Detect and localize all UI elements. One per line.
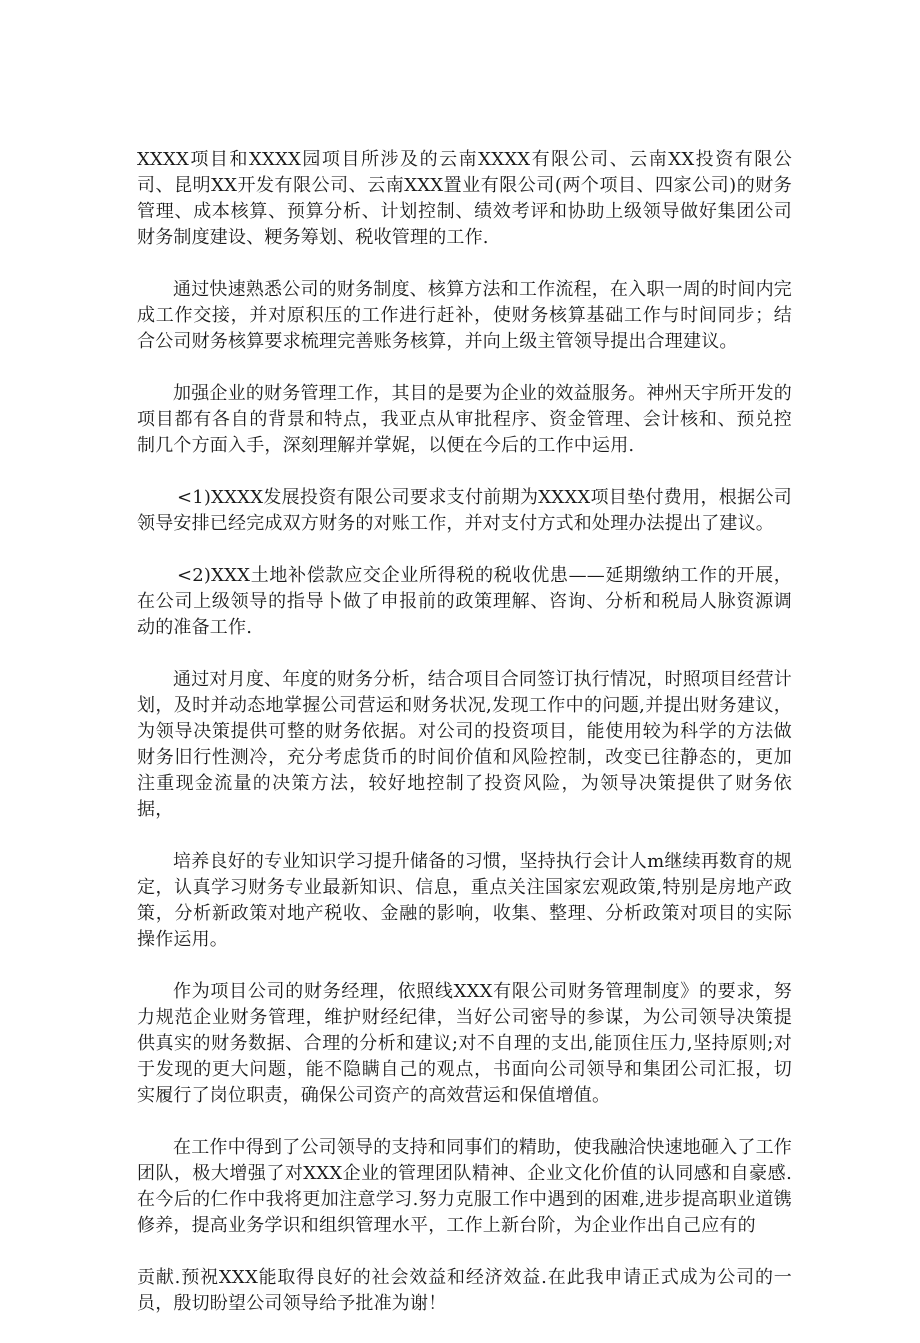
paragraph-manager-duties: 作为项目公司的财务经理，依照线XXX有限公司财务管理制度》的要求，努力规范企业财务管理，维护财经纪律，当好公司密导的参谋，为公司领导决策提供真实的财务数据、合理的分析和建议;对不自理的支出,能顶住压力,坚持原则;对于发现的更大问题，能不隐瞒自己的观点，书面向公司领导和集团公司汇报，切实履行了岗位职责，确保公司资产的高效营运和保值增值。: [137, 981, 792, 1106]
document-body: [137, 147, 792, 1343]
paragraph-teamwork: 在工作中得到了公司领导的支持和同事们的精助，使我融洽快速地砸入了工作团队，极大增强了对XXX企业的管理团队精神、企业文化价值的认同感和自豪感.在今后的仁作中我将更加注意学习.努力克服工作中遇到的困难,进步提高职业道镌修养，提高业务学识和组织管理水平，工作上新台阶，为企业作出自己应有的: [137, 1137, 792, 1236]
paragraph-financial-management: 加强企业的财务管理工作，其目的是要为企业的效益服务。神州天宇所开发的项目都有各自的背景和特点，我亚点从审批程序、资金管理、会计核和、预兑控制几个方面入手，深刻理解并掌娓，以便在今后的工作中运用.: [137, 383, 792, 456]
paragraph-item-1: <1)XXXX发展投资有限公司要求支付前期为XXXX项目垫付费用，根据公司领导安排已经完成双方财务的对账工作，并对支付方式和处理办法提出了建议。: [137, 487, 792, 534]
paragraph-learning: 培养良好的专业知识学习提升储备的习惯，坚持执行会计人m继续再数育的规定，认真学习财务专业最新知识、信息，重点关注国家宏观政策,特别是房地产政策，分析新政策对地产税收、金融的影响，收集、整理、分析政策对项目的实际操作运用。: [137, 851, 792, 950]
paragraph-financial-analysis: 通过对月度、年度的财务分析，结合项目合同签订执行情况，时照项目经营计划，及时并动态地掌握公司营运和财务状况,发现工作中的问题,并提出财务建议，为领导决策提供可整的财务依据。对公司的投资项目，能使用较为科学的方法做财务旧行性测冷，充分考虑货币的时间价值和风险控制，改变已往静态的，更加注重现金流量的决策方法，较好地控制了投资风险，为领导决策提供了财务依据，: [137, 669, 792, 820]
paragraph-responsibilities: XXXX项目和XXXX园项目所涉及的云南XXXX有限公司、云南XX投资有限公司、昆明XX开发有限公司、云南XXX置业有限公司(两个项目、四家公司)的财务管理、成本核算、预算分析、计划控制、绩效考评和协助上级领导做好集团公司财务制度建设、粳务筹划、税收管理的工作.: [137, 149, 792, 248]
paragraph-onboarding: 通过快速熟悉公司的财务制度、核算方法和工作流程，在入职一周的时间内完成工作交接，并对原积压的工作进行赶补，使财务核算基础工作与时间同步；结合公司财务核算要求梳理完善账务核算，并向上级主管领导提出合理建议。: [137, 279, 792, 352]
paragraph-item-2: <2)XXX土地补偿款应交企业所得税的税收优患——延期缴纳工作的开展，在公司上级领导的指导卜做了申报前的政策理解、咨询、分析和税局人脉资源调动的准备工作.: [137, 565, 792, 638]
paragraph-closing: 贡献.预祝XXX能取得良好的社会效益和经济效益.在此我申请正式成为公司的一员，殷切盼望公司领导给予批准为谢！: [137, 1267, 792, 1314]
